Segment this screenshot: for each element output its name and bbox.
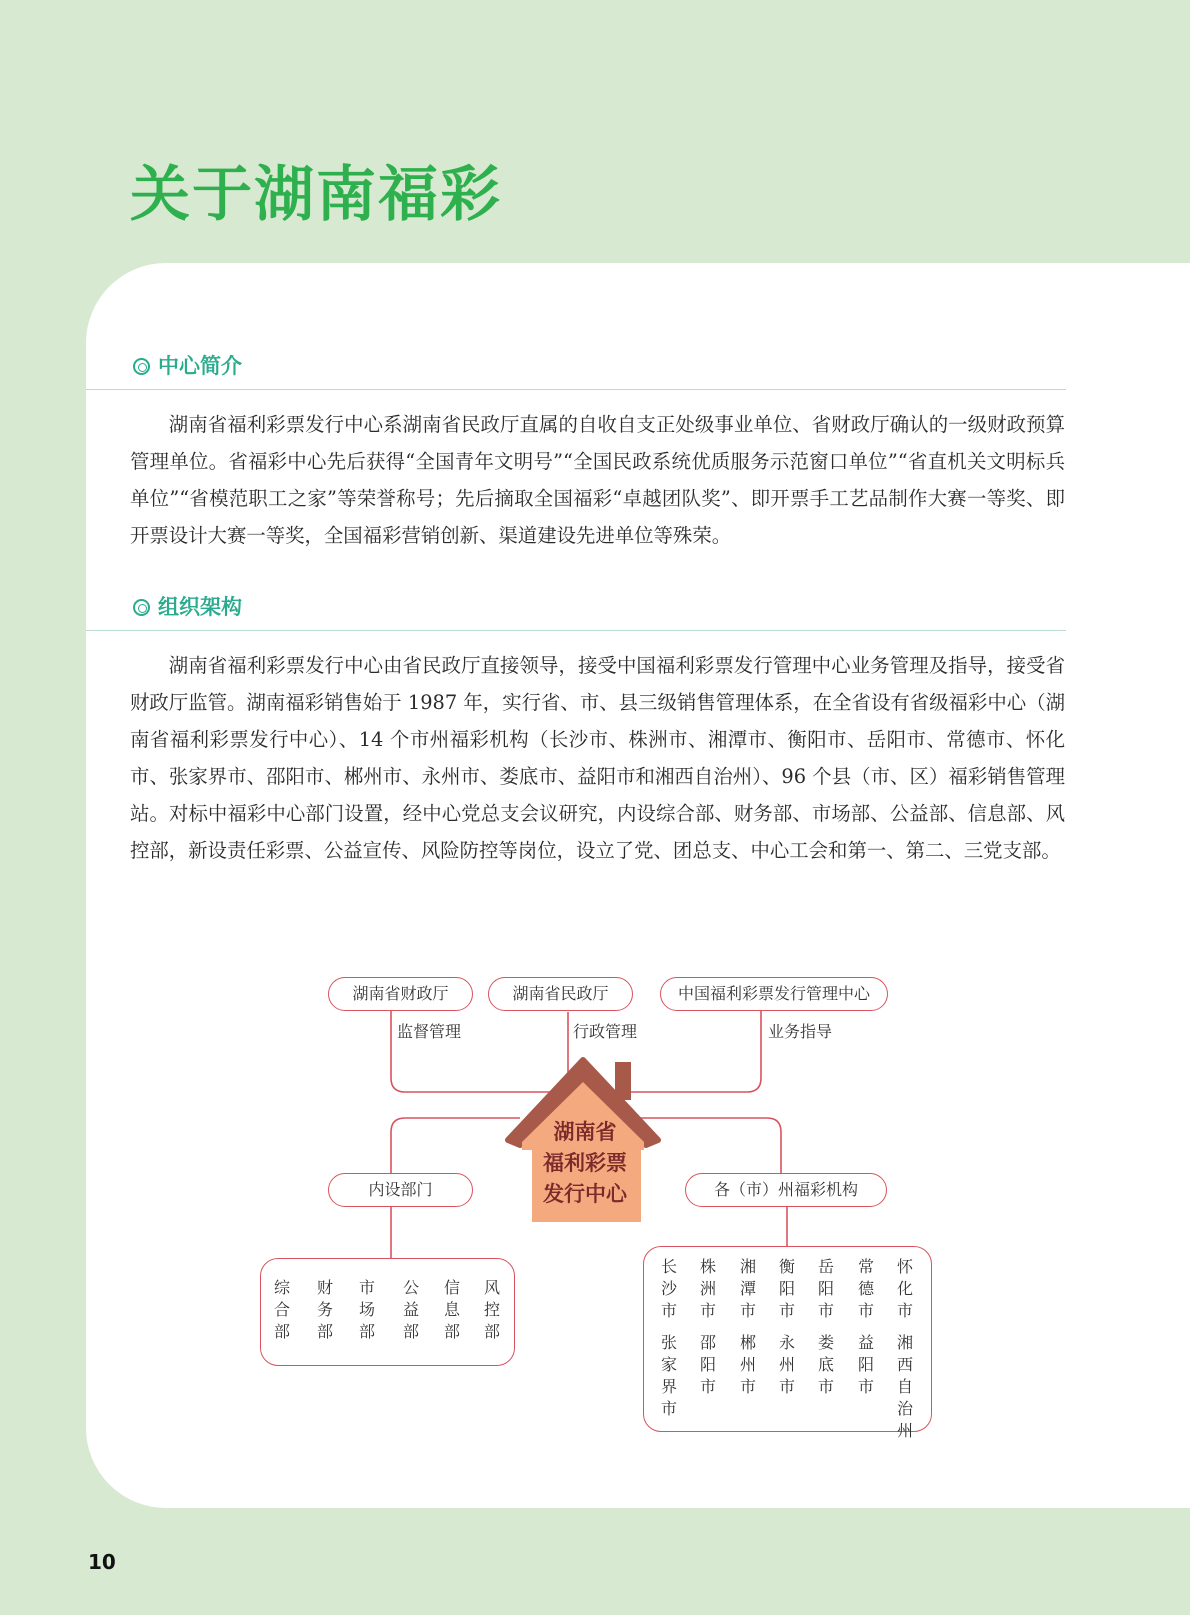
org-node-civil-affairs-dept: 湖南省民政厅 xyxy=(488,977,633,1011)
department-item: 财务部 xyxy=(316,1278,333,1341)
org-node-finance-dept: 湖南省财政厅 xyxy=(328,977,473,1011)
intro-paragraph: 湖南省福利彩票发行中心系湖南省民政厅直属的自收自支正处级事业单位、省财政厅确认的一级财政预算管理单位。省福彩中心先后获得“全国青年文明号”“全国民政系统优质服务示范窗口单位”“省直机关文明标兵单位”“省模范职工之家”等荣誉称号；先后摘取全国福彩“卓越团队奖”、即开票手工艺品制作大赛一等奖、即开票设计大赛一等奖，全国福彩营销创新、渠道建设先进单位等殊荣。 xyxy=(130,413,1065,547)
department-item: 信息部 xyxy=(443,1278,460,1341)
org-node-city-institutions: 各（市）州福彩机构 xyxy=(685,1173,887,1207)
city-item: 张家界市 xyxy=(660,1333,677,1418)
org-node-internal-depts: 内设部门 xyxy=(328,1173,473,1207)
city-item: 益阳市 xyxy=(857,1333,874,1396)
internal-departments-box xyxy=(260,1258,515,1366)
org-node-china-welfare-center: 中国福利彩票发行管理中心 xyxy=(660,977,888,1011)
relation-label-guidance: 业务指导 xyxy=(768,1022,833,1041)
center-line: 湖南省 xyxy=(553,1120,617,1144)
section-heading-text: 组织架构 xyxy=(158,595,242,619)
city-item: 湘潭市 xyxy=(739,1257,756,1320)
city-item: 株洲市 xyxy=(699,1257,716,1320)
department-item: 综合部 xyxy=(273,1278,290,1341)
center-line: 福利彩票 xyxy=(543,1151,627,1175)
page-number: 10 xyxy=(88,1550,116,1574)
city-item: 永州市 xyxy=(778,1333,795,1396)
page-title: 关于湖南福彩 xyxy=(130,160,502,230)
department-item: 公益部 xyxy=(402,1278,419,1341)
city-item: 郴州市 xyxy=(739,1333,756,1396)
city-item: 湘西自治州 xyxy=(896,1333,913,1440)
city-item: 长沙市 xyxy=(660,1257,677,1320)
city-item: 怀化市 xyxy=(896,1257,913,1320)
org-node-center xyxy=(530,1117,640,1210)
relation-label-administration: 行政管理 xyxy=(573,1022,638,1041)
city-item: 岳阳市 xyxy=(817,1257,834,1320)
city-item: 常德市 xyxy=(857,1257,874,1320)
relation-label-supervision: 监督管理 xyxy=(397,1022,462,1041)
department-item: 市场部 xyxy=(358,1278,375,1341)
city-item: 邵阳市 xyxy=(699,1333,716,1396)
city-item: 衡阳市 xyxy=(778,1257,795,1320)
city-item: 娄底市 xyxy=(817,1333,834,1396)
center-line: 发行中心 xyxy=(543,1182,627,1206)
department-item: 风控部 xyxy=(483,1278,500,1341)
org-paragraph: 湖南省福利彩票发行中心由省民政厅直接领导，接受中国福利彩票发行管理中心业务管理及指导，接受省财政厅监管。湖南福彩销售始于 1987 年，实行省、市、县三级销售管理体系，在全省设有省级福彩中心（湖南省福利彩票发行中心）、14 个市州福彩机构（长沙市、株洲市、湘潭市、衡阳市、岳阳市、常德市、怀化市、张家界市、邵阳市、郴州市、永州市、娄底市、益阳市和湘西自治州）、96 个县（市、区）福彩销售管理站。对标中福彩中心部门设置，经中心党总支会议研究，内设综合部、财务部、市场部、公益部、信息部、风控部，新设责任彩票、公益宣传、风险防控等岗位，设立了党、团总支、中心工会和第一、第二、三党支部。 xyxy=(130,654,1065,862)
section-heading-text: 中心简介 xyxy=(158,354,242,378)
